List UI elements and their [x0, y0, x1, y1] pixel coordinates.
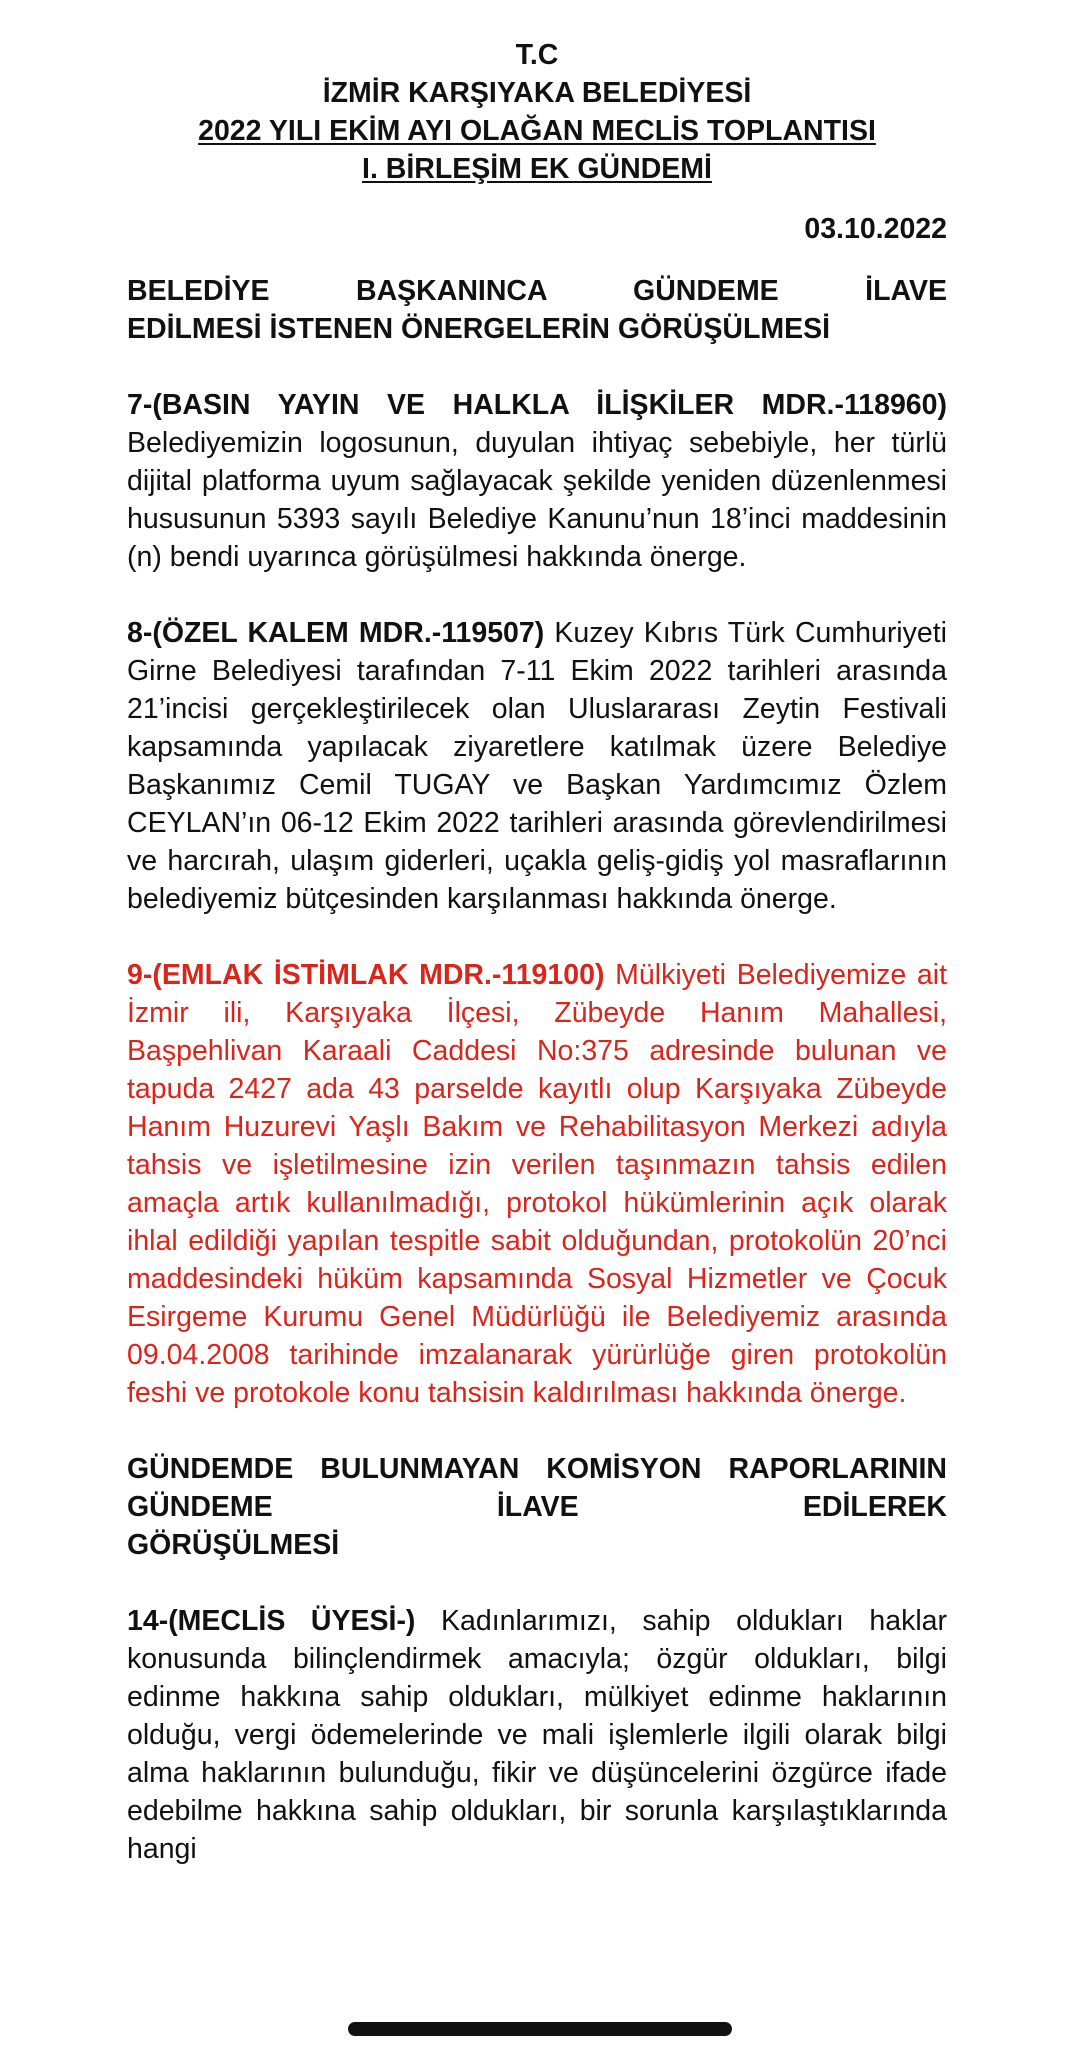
agenda-item-text: Kadınlarımızı, sahip oldukları haklar konusunda bilinçlendirmek amacıyla; özgür oldukları, bilgi edinme hakkına sahip oldukları, mülkiyet edinme haklarının olduğu, vergi ödemelerinde ve mali işlemlerle ilgili olarak bilgi alma haklarının bulunduğu, fikir ve düşüncelerini özgürce ifade edebilme hakkına sahip oldukları, bir sorunla karşılaştıklarında hangi	[127, 1605, 948, 1865]
agenda-item-text: Kuzey Kıbrıs Türk Cumhuriyeti Girne Belediyesi tarafından 7-11 Ekim 2022 tarihleri arasında 21’incisi gerçekleştirilecek olan Uluslararası Zeytin Festivali kapsamında yapılacak ziyaretlere katılmak üzere Belediye Başkanımız Cemil TUGAY ve Başkan Yardımcımız Özlem CEYLAN’ın 06-12 Ekim 2022 tarihleri arasında görevlendirilmesi ve harcırah, ulaşım giderleri, uçakla geliş-gidiş yol masraflarının belediyemiz bütçesinden karşılanması hakkında önerge.	[127, 617, 947, 915]
document-date: 03.10.2022	[804, 213, 947, 245]
agenda-item-heading: 9-(EMLAK İSTİMLAK MDR.-119100)	[127, 959, 605, 991]
section-title-line: GÜNDEMDE BULUNMAYAN KOMİSYON RAPORLARININ GÜNDEME İLAVE EDİLEREK	[127, 1453, 947, 1523]
agenda-item-14	[127, 1602, 947, 1868]
agenda-item-heading: 7-(BASIN YAYIN VE HALKLA İLİŞKİLER MDR.-118960)	[127, 389, 947, 421]
document-page	[127, 36, 947, 1868]
home-indicator-bar[interactable]	[348, 2022, 732, 2036]
agenda-item-text: Belediyemizin logosunun, duyulan ihtiyaç sebebiyle, her türlü dijital platforma uyum sağlayacak şekilde yeniden düzenlenmesi hususunun 5393 sayılı Belediye Kanunu’nun 18’inci maddesinin (n) bendi uyarınca görüşülmesi hakkında önerge.	[127, 427, 947, 573]
header-line-tc: T.C	[515, 39, 559, 71]
section-title-line: BELEDİYE BAŞKANINCA GÜNDEME İLAVE	[127, 275, 947, 307]
header-meeting-title: 2022 YILI EKİM AYI OLAĞAN MECLİS TOPLANTISI	[198, 115, 876, 147]
agenda-item-heading: 14-(MECLİS ÜYESİ-)	[127, 1605, 416, 1637]
document-header	[127, 36, 947, 188]
agenda-item-9	[127, 956, 947, 1412]
header-municipality: İZMİR KARŞIYAKA BELEDİYESİ	[322, 77, 752, 109]
agenda-item-heading: 8-(ÖZEL KALEM MDR.-119507)	[127, 617, 545, 649]
section-title-commission-reports	[127, 1450, 947, 1564]
agenda-item-8	[127, 614, 947, 918]
section-title-mayor-proposals	[127, 272, 947, 348]
agenda-item-text: Mülkiyeti Belediyemize ait İzmir ili, Karşıyaka İlçesi, Zübeyde Hanım Mahallesi, Başpehlivan Karaali Caddesi No:375 adresinde bulunan ve tapuda 2427 ada 43 parselde kayıtlı olup Karşıyaka Zübeyde Hanım Huzurevi Yaşlı Bakım ve Rehabilitasyon Merkezi adıyla tahsis ve işletilmesine izin verilen taşınmazın tahsis edilen amaçla artık kullanılmadığı, protokol hükümlerinin açık olarak ihlal edildiği yapılan tespitle sabit olduğundan, protokolün 20’nci maddesindeki hüküm kapsamında Sosyal Hizmetler ve Çocuk Esirgeme Kurumu Genel Müdürlüğü ile Belediyemiz arasında 09.04.2008 tarihinde imzalanarak yürürlüğe giren protokolün feshi ve protokole konu tahsisin kaldırılması hakkında önerge.	[127, 959, 947, 1409]
agenda-item-7	[127, 386, 947, 576]
header-session-title: I. BİRLEŞİM EK GÜNDEMİ	[362, 153, 712, 185]
section-title-line-last: EDİLMESİ İSTENEN ÖNERGELERİN GÖRÜŞÜLMESİ	[127, 313, 831, 345]
section-title-line-last: GÖRÜŞÜLMESİ	[127, 1529, 340, 1561]
